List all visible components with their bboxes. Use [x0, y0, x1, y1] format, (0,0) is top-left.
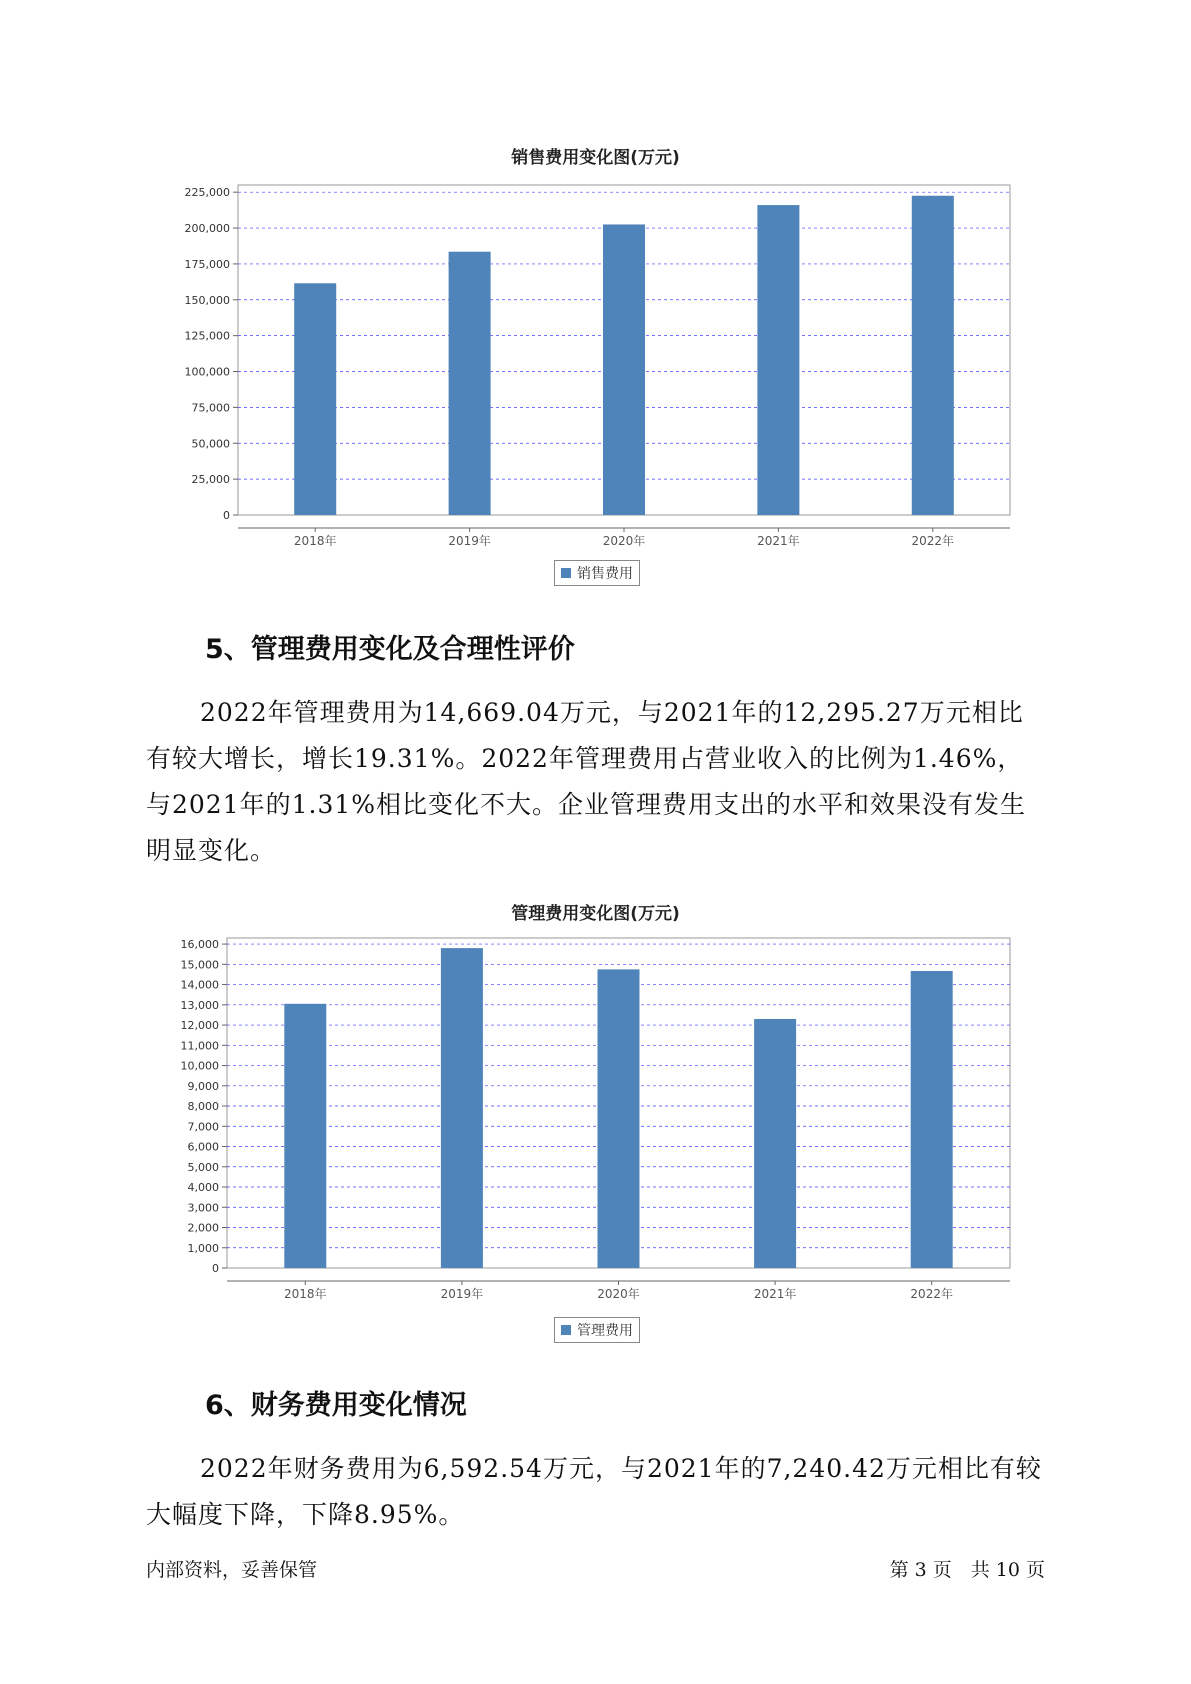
y-tick-label: 15,000 — [180, 958, 219, 972]
legend-label: 销售费用 — [577, 566, 633, 582]
bar — [754, 1019, 796, 1268]
x-tick-label: 2020年 — [602, 534, 646, 548]
y-tick-label: 150,000 — [184, 293, 230, 307]
bar — [441, 948, 483, 1268]
y-tick-label: 4,000 — [187, 1181, 219, 1195]
legend-label: 管理费用 — [577, 1323, 633, 1339]
footer-confidential: 内部资料，妥善保管 — [146, 1559, 318, 1581]
x-tick-label: 2022年 — [911, 534, 955, 548]
y-tick-label: 3,000 — [187, 1201, 219, 1215]
y-tick-label: 9,000 — [187, 1079, 219, 1093]
x-tick-label: 2020年 — [597, 1287, 640, 1301]
bar — [284, 1004, 326, 1268]
y-tick-label: 6,000 — [187, 1140, 219, 1154]
bar — [911, 971, 953, 1268]
legend-swatch — [561, 1325, 571, 1335]
chart-legend — [554, 1317, 640, 1343]
y-tick-label: 11,000 — [180, 1039, 219, 1053]
x-tick-label: 2021年 — [757, 534, 800, 548]
y-tick-label: 50,000 — [191, 437, 230, 451]
x-tick-label: 2019年 — [440, 1287, 484, 1301]
y-tick-label: 225,000 — [184, 186, 230, 200]
section-heading-5: 5、管理费用变化及合理性评价 — [205, 634, 575, 665]
y-tick-label: 1,000 — [187, 1241, 219, 1255]
chart-title: 管理费用变化图(万元) — [511, 904, 680, 924]
x-tick-label: 2018年 — [284, 1287, 327, 1301]
y-tick-label: 13,000 — [180, 998, 219, 1012]
y-tick-label: 8,000 — [187, 1100, 219, 1114]
y-tick-label: 0 — [223, 509, 230, 522]
y-tick-label: 10,000 — [180, 1059, 219, 1073]
y-tick-label: 5,000 — [187, 1160, 219, 1174]
x-tick-label: 2022年 — [910, 1287, 953, 1301]
section-6-paragraph: 2022年财务费用为6,592.54万元，与2021年的7,240.42万元相比有较大幅度下降，下降8.95%。 — [146, 1454, 1042, 1529]
x-tick-label: 2018年 — [293, 534, 337, 548]
y-tick-label: 125,000 — [184, 329, 230, 343]
bar — [598, 969, 640, 1268]
x-tick-label: 2021年 — [753, 1287, 797, 1301]
x-tick-label: 2019年 — [448, 534, 491, 548]
y-tick-label: 2,000 — [187, 1221, 219, 1235]
chart-title: 销售费用变化图(万元) — [511, 148, 680, 168]
y-tick-label: 175,000 — [184, 257, 230, 271]
y-tick-label: 25,000 — [191, 473, 230, 487]
y-tick-label: 7,000 — [187, 1120, 219, 1134]
y-tick-label: 100,000 — [184, 365, 230, 379]
y-tick-label: 200,000 — [184, 222, 230, 236]
footer-page-number: 第 3 页 共 10 页 — [889, 1559, 1045, 1581]
y-tick-label: 12,000 — [180, 1019, 219, 1033]
section-heading-6: 6、财务费用变化情况 — [205, 1390, 467, 1421]
section-5-paragraph: 2022年管理费用为14,669.04万元，与2021年的12,295.27万元相比有较大增长，增长19.31%。2022年管理费用占营业收入的比例为1.46%，与2021年的1.31%相比变化不大。企业管理费用支出的水平和效果没有发生明显变化。 — [146, 698, 1027, 865]
y-tick-label: 16,000 — [180, 938, 219, 952]
y-tick-label: 75,000 — [191, 401, 230, 415]
y-tick-label: 0 — [212, 1262, 219, 1275]
y-tick-label: 14,000 — [180, 978, 219, 992]
